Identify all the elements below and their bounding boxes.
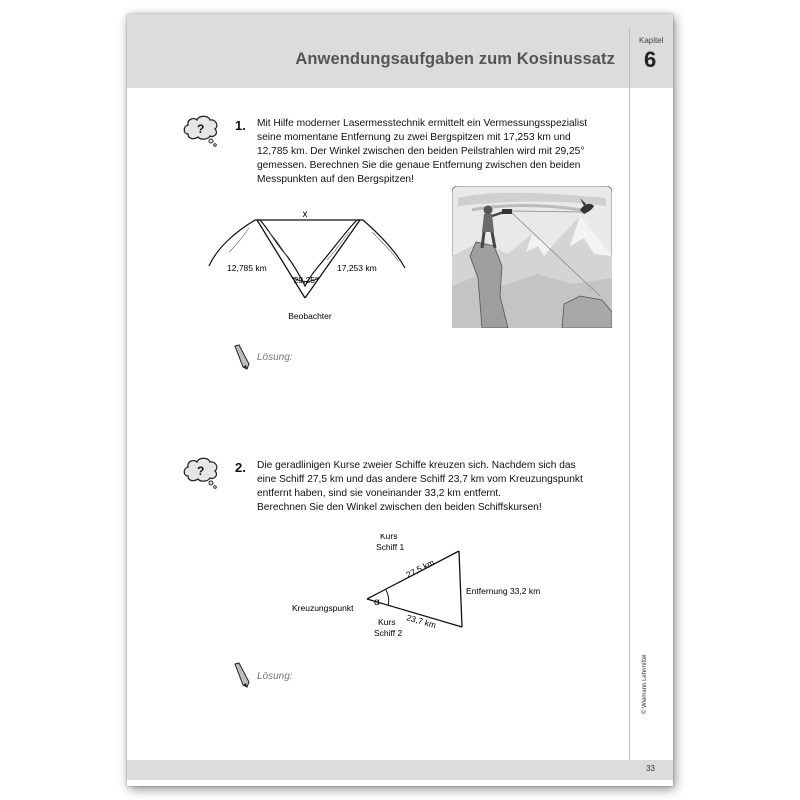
task-1-line: gemessen. Berechnen Sie die genaue Entfernung zwischen den beiden bbox=[257, 160, 581, 171]
copyright-text: © Wiemann Lehrmittel bbox=[642, 654, 648, 714]
task-2-line: entfernt haben, sind sie voneinander 33,2 km entfernt. bbox=[257, 488, 502, 499]
header-bar bbox=[127, 14, 673, 88]
ship-course-triangle-diagram bbox=[282, 534, 552, 644]
course-2-label: Schiff 2 bbox=[374, 628, 403, 638]
mountain-triangle-diagram bbox=[207, 190, 417, 325]
course-2-label: Kurs bbox=[378, 617, 396, 627]
left-distance-label: 12,785 km bbox=[227, 263, 267, 273]
task-1-solution-label: Lösung: bbox=[257, 352, 293, 363]
task-2-solution-label: Lösung: bbox=[257, 671, 293, 682]
side-1-label: 27,5 km bbox=[404, 557, 436, 580]
page-number: 33 bbox=[646, 764, 655, 773]
course-1-label: Kurs bbox=[380, 534, 398, 541]
task-2-text bbox=[257, 459, 583, 515]
pencil-icon bbox=[231, 344, 253, 370]
footer-bar bbox=[127, 760, 673, 780]
task-2-line: eine Schiff 27,5 km und das andere Schiff 23,7 km vom Kreuzungspunkt bbox=[257, 474, 583, 485]
task-2-number: 2. bbox=[235, 460, 246, 475]
task-1-line: 12,785 km. Der Winkel zwischen den beiden Peilstrahlen wird mit 29,25° bbox=[257, 146, 585, 157]
task-1-line: seine momentane Entfernung zu zwei Bergspitzen mit 17,253 km und bbox=[257, 132, 571, 143]
angle-alpha-label: α bbox=[374, 597, 380, 608]
vertex-label: Kreuzungspunkt bbox=[292, 603, 354, 613]
task-1-line: Messpunkten auf den Bergspitzen! bbox=[257, 174, 414, 185]
thinking-cloud-icon bbox=[182, 456, 220, 490]
page-title: Anwendungsaufgaben zum Kosinussatz bbox=[295, 50, 615, 68]
chapter-number: 6 bbox=[644, 47, 657, 72]
course-1-label: Schiff 1 bbox=[376, 542, 405, 552]
task-1-number: 1. bbox=[235, 118, 246, 133]
side-2-label: 23,7 km bbox=[405, 612, 438, 631]
task-2-line: Die geradlinigen Kurse zweier Schiffe kreuzen sich. Nachdem sich das bbox=[257, 460, 576, 471]
pencil-icon bbox=[231, 662, 253, 688]
worksheet-page bbox=[127, 14, 673, 786]
task-1-text bbox=[257, 117, 587, 187]
task-2-line: Berechnen Sie den Winkel zwischen den beiden Schiffskursen! bbox=[257, 502, 542, 513]
thinking-cloud-icon bbox=[182, 114, 220, 148]
distance-x-label: x bbox=[302, 209, 308, 220]
chapter-label: Kapitel bbox=[639, 36, 664, 45]
task-1-line: Mit Hilfe moderner Lasermesstechnik ermittelt ein Vermessungsspezialist bbox=[257, 118, 588, 129]
right-distance-label: 17,253 km bbox=[337, 263, 377, 273]
distance-label: Entfernung 33,2 km bbox=[466, 586, 541, 596]
observer-label: Beobachter bbox=[288, 311, 332, 321]
svg-text:?: ? bbox=[197, 122, 205, 136]
svg-text:?: ? bbox=[197, 464, 205, 478]
margin-divider bbox=[629, 28, 630, 780]
angle-label: 29,25° bbox=[293, 275, 319, 285]
surveyor-illustration bbox=[452, 186, 612, 328]
